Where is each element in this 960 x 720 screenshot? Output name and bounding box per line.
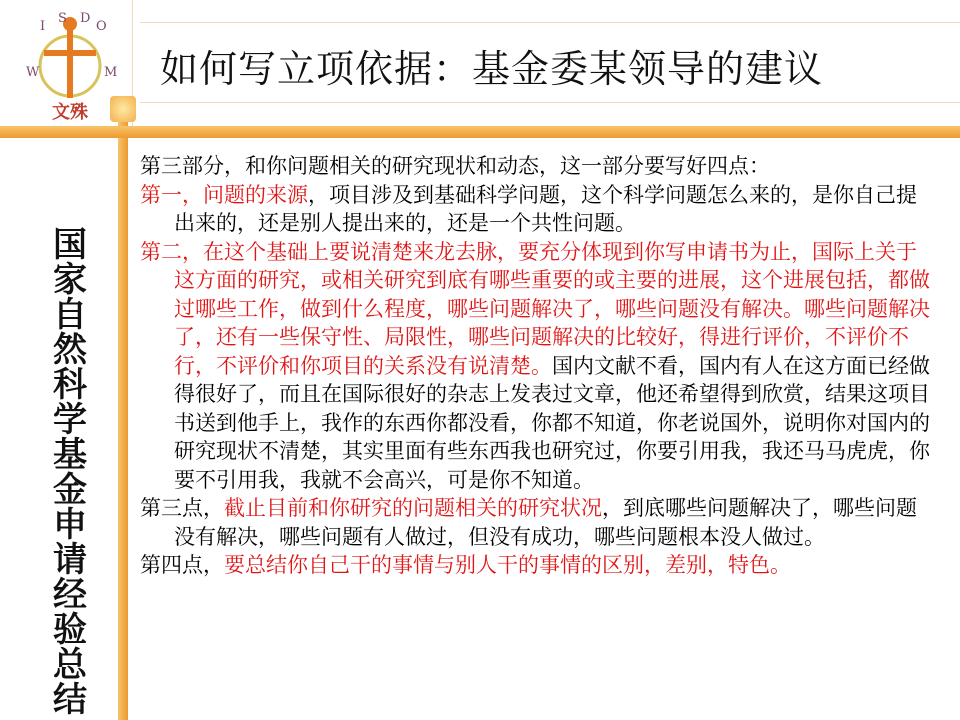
paragraph-text: 第四点， [140,553,224,577]
slide-title: 如何写立项依据：基金委某领导的建议 [160,47,824,91]
paragraph-text: ，到底哪些问题解决了，哪些问题没有解决，哪些问题有人做过，但没有成功，哪些问题根本没人做过。 [174,496,917,549]
paragraph-text: 国内文献不看，国内有人在这方面已经做得很好了，而且在国际很好的杂志上发表过文章，他还希望得到欣赏，结果这项目书送到他手上，我作的东西你都没看，你都不知道，你老说国外，说明你对国内的研究现状不清楚，其实里面有些东西我也研究过，你要引用我，我还马马虎虎，你要不引用我，我就不会高兴，可是你不知道。 [174,353,930,492]
decor-line [140,22,960,23]
logo-caption: 文殊 [52,102,88,123]
logo-letter: M [104,65,118,80]
decor-line [140,102,960,103]
logo-letter: D [80,11,91,26]
highlight-text: 第二，在这个基础上要说清楚来龙去脉，要充分体现到你写申请书为止，国际上关于这方面的研究，或相关研究到底有哪些重要的或主要的进展，这个进展包括，都做过哪些工作，做到什么程度，哪些问题解决了，哪些问题没有解决。哪些问题解决了，还有一些保守性、局限性，哪些问题解决的比较好，得进行评价，不评价不行，不评价和你项目的关系没有说清楚。 [140,239,930,378]
logo-letter: W [26,65,40,80]
accent-square [110,96,136,122]
paragraph [140,238,930,495]
paragraph [140,551,930,580]
accent-bar-horizontal [0,126,960,138]
highlight-text: 第一，问题的来源 [140,182,308,207]
side-title: 国家自然科学基金申请经验总结 [53,225,87,720]
logo-letter: I [40,19,46,34]
paragraph-text: 第三点， [140,496,224,520]
logo-letter: O [96,19,107,34]
body-text [140,152,930,580]
paragraph-text: 第三部分，和你问题相关的研究现状和动态，这一部分要写好四点： [140,154,770,178]
paragraph [140,181,930,238]
highlight-text: 截止目前和你研究的问题相关的研究状况 [224,496,602,520]
paragraph-text: ，项目涉及到基础科学问题，这个科学问题怎么来的，是你自己提出来的，还是别人提出来的，还是一个共性问题。 [174,182,917,235]
paragraph [140,152,930,181]
highlight-text: 要总结你自己干的事情与别人干的事情的区别，差别，特色。 [224,553,791,577]
accent-bar-vertical [118,100,128,720]
logo-letter: S [58,11,67,26]
paragraph [140,494,930,551]
